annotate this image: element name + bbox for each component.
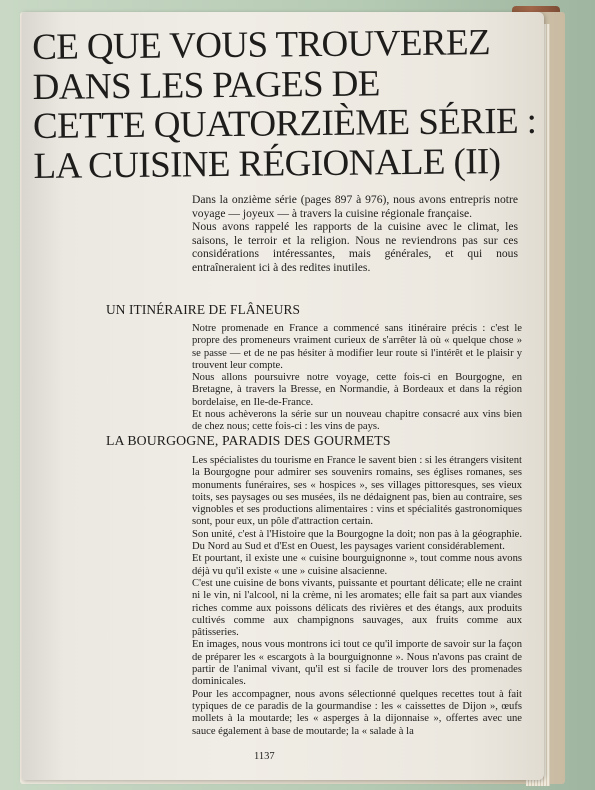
paragraph: Et nous achèverons la série sur un nouveau chapitre consacré aux vins bien de chez nous; cette fois-ci : les vins de pays. bbox=[192, 409, 522, 433]
title-line: DANS LES PAGES DE bbox=[32, 62, 381, 108]
paragraph: Et pourtant, il existe une « cuisine bourguignonne », tout comme nous avons déjà vu qu'il existe « une » cuisine alsacienne. bbox=[192, 553, 522, 577]
title-line: LA CUISINE RÉGIONALE (II) bbox=[33, 140, 501, 187]
paragraph: Pour les accompagner, nous avons sélectionné quelques recettes tout à fait typiques de ce paradis de la gourmandise : les « caissettes de Dijon », œufs mollets à la moutarde; les « asperges à la dijonnaise », offertes avec une sauce également à base de moutarde; la « salade à la bbox=[192, 688, 522, 737]
section-itineraire-text bbox=[192, 323, 522, 434]
book-page bbox=[22, 12, 544, 780]
intro-text bbox=[192, 193, 518, 275]
section-bourgogne-text bbox=[192, 455, 522, 738]
paragraph: En images, nous vous montrons ici tout ce qu'il importe de savoir sur la façon de préparer les « escargots à la bourguignonne ». Nous n'avons pas craint de partir de l'animal vivant, qu'il est si facile de trouver lors des promenades dominicales. bbox=[192, 639, 522, 688]
title-line: CETTE QUATORZIÈME SÉRIE : bbox=[32, 100, 537, 147]
page-number: 1137 bbox=[254, 751, 275, 762]
paragraph: C'est une cuisine de bons vivants, puissante et pourtant délicate; elle ne craint ni le vin, ni l'alcool, ni la crème, ni les aromates; elle fait sa part aux viandes riches comme aux poissons délicats des rivières et des étangs, aux produits cultivés comme aux champignons sauvages, aux fruits comme aux pâtisseries. bbox=[192, 577, 522, 639]
paragraph: Les spécialistes du tourisme en France le savent bien : si les étrangers visitent la Bourgogne pour admirer ses souvenirs romains, ses églises romanes, ses monuments funéraires, ses « hospices », ses villages pittoresques, ses vieux toits, ses paysages ou ses musées, ils ne dédaignent pas, bien au contraire, ses vignobles et ses productions alimentaires : vins et spécialités gastronomiques sont, pour eux, un pôle d'attraction certain. bbox=[192, 455, 522, 528]
title-line: CE QUE VOUS TROUVEREZ bbox=[31, 22, 491, 68]
paragraph: Notre promenade en France a commencé sans itinéraire précis : c'est le propre des promeneurs vraiment curieux de s'arrêter là où « quelque chose » se passe — et de ne pas hésiter à modifier leur route si l'intérêt et le plaisir y trouvent leur compte. bbox=[192, 323, 522, 371]
paragraph: Son unité, c'est à l'Histoire que la Bourgogne la doit; non pas à la géographie. Du Nord au Sud et d'Est en Ouest, les paysages varient considérablement. bbox=[192, 528, 522, 553]
paragraph: Nous allons poursuivre notre voyage, cette fois-ci en Bourgogne, en Bretagne, à travers la Bresse, en Normandie, à Bordeaux et dans la région bordelaise, en Ile-de-France. bbox=[192, 372, 522, 408]
section-heading-itineraire: UN ITINÉRAIRE DE FLÂNEURS bbox=[106, 302, 301, 317]
intro-paragraph: Dans la onzième série (pages 897 à 976), nous avons entrepris notre voyage — joyeux — à travers la cuisine régionale française. bbox=[192, 193, 518, 220]
section-heading-bourgogne: LA BOURGOGNE, PARADIS DES GOURMETS bbox=[106, 433, 391, 448]
book-page-stack bbox=[20, 12, 565, 784]
intro-paragraph: Nous avons rappelé les rapports de la cuisine avec le climat, les saisons, le terroir et la religion. Nous ne reviendrons pas sur ces considérations intéressantes, mais générales, et qui nous entraîneraient ici à des redites inutiles. bbox=[192, 220, 518, 274]
page-title bbox=[31, 22, 537, 187]
